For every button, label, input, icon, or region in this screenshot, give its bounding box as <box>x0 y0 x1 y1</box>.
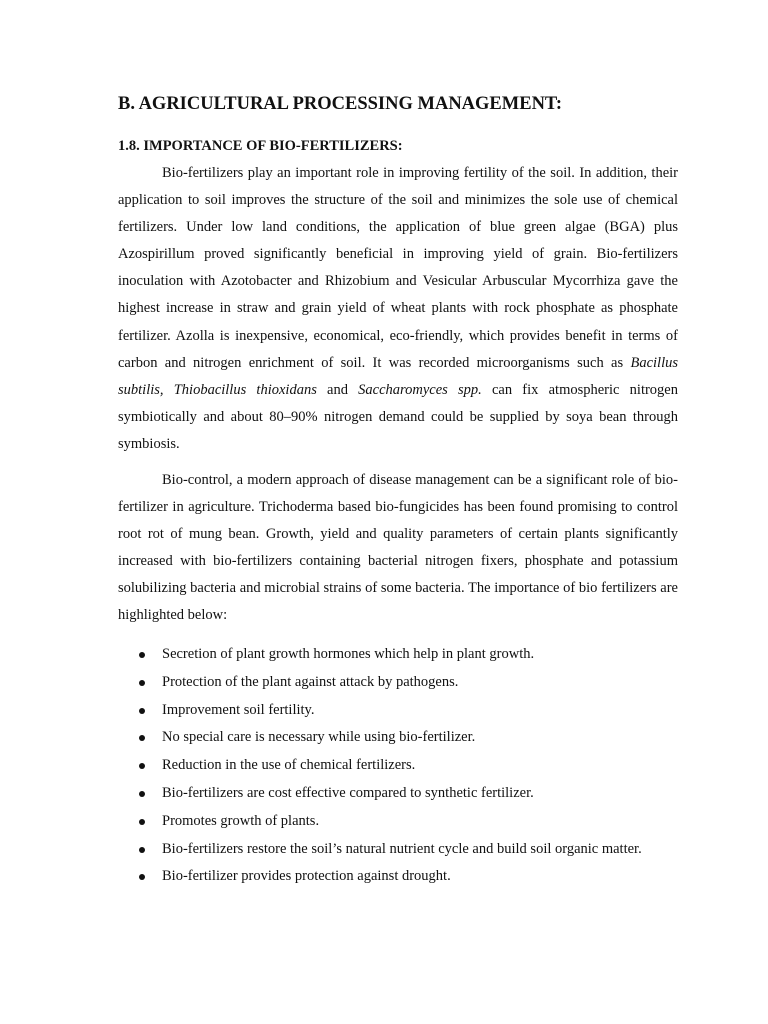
bullet-icon <box>139 763 145 769</box>
list-item-text: Bio-fertilizer provides protection against drought. <box>162 868 451 885</box>
list-item <box>118 863 678 891</box>
list-item <box>118 808 678 836</box>
list-item-text: Bio-fertilizers are cost effective compared to synthetic fertilizer. <box>162 784 534 801</box>
list-item-text: No special care is necessary while using bio-fertilizer. <box>162 729 476 746</box>
importance-bullet-list <box>118 641 678 891</box>
list-item <box>118 669 678 697</box>
list-item-text: Secretion of plant growth hormones which help in plant growth. <box>162 646 535 662</box>
paragraph-bio-control: Bio-control, a modern approach of disease management can be a significant role of bio-fertilizer in agriculture. Trichoderma based bio-fungicides has been found promising to control root rot of mung bean. Growth, yield and quality parameters of certain plants significantly increased with bio-fertilizers containing bacterial nitrogen fixers, phosphate and potassium solubilizing bacteria and microbial strains of some bacteria. The importance of bio fertilizers are highlighted below: <box>118 472 678 624</box>
list-item <box>118 836 678 864</box>
list-item-text: Bio-fertilizers restore the soil’s natural nutrient cycle and build soil organic matter. <box>162 840 642 857</box>
subsection-title: 1.8. IMPORTANCE OF BIO-FERTILIZERS: <box>118 138 403 154</box>
bullet-icon <box>139 652 145 658</box>
bullet-icon <box>139 708 145 714</box>
bullet-icon <box>139 819 145 825</box>
list-item-text: Protection of the plant against attack by pathogens. <box>162 673 459 690</box>
bullet-icon <box>139 874 145 880</box>
bullet-icon <box>139 847 145 853</box>
bullet-icon <box>139 791 145 797</box>
bullet-icon <box>139 680 145 686</box>
list-item-text: Improvement soil fertility. <box>162 701 315 718</box>
paragraph-text: can fix atmospheric nitrogen symbiotically and about 80–90% nitrogen demand could be supplied by soya bean through symbiosis. <box>118 381 678 452</box>
list-item <box>118 641 678 669</box>
list-item <box>118 724 678 752</box>
species-names-italic: Saccharomyces spp. <box>358 381 482 398</box>
paragraph-text: and <box>316 381 359 398</box>
paragraph-bio-fertilizers-role <box>118 160 678 458</box>
list-item-text: Reduction in the use of chemical fertilizers. <box>162 757 416 774</box>
list-item <box>118 697 678 725</box>
list-item <box>118 752 678 780</box>
list-item <box>118 780 678 808</box>
bullet-icon <box>139 735 145 741</box>
paragraph-text: Bio-fertilizers play an important role in improving fertility of the soil. In addition, their application to soil improves the structure of the soil and minimizes the sole use of chemical fertilizers. Under low land conditions, the application of blue green algae (BGA) plus Azospirillum proved significantly beneficial in improving yield of grain. Bio-fertilizers inoculation with Azotobacter and Rhizobium and Vesicular Arbuscular Mycorrhiza gave the highest increase in straw and grain yield of wheat plants with rock phosphate as phosphate fertilizer. Azolla is inexpensive, economical, eco-friendly, which provides benefit in terms of carbon and nitrogen enrichment of soil. It was recorded microorganisms such as <box>118 165 678 371</box>
section-title: B. AGRICULTURAL PROCESSING MANAGEMENT: <box>118 94 563 114</box>
list-item-text: Promotes growth of plants. <box>162 812 320 829</box>
species-names-italic: Bacillus subtilis, Thiobacillus thioxidans <box>118 354 678 398</box>
